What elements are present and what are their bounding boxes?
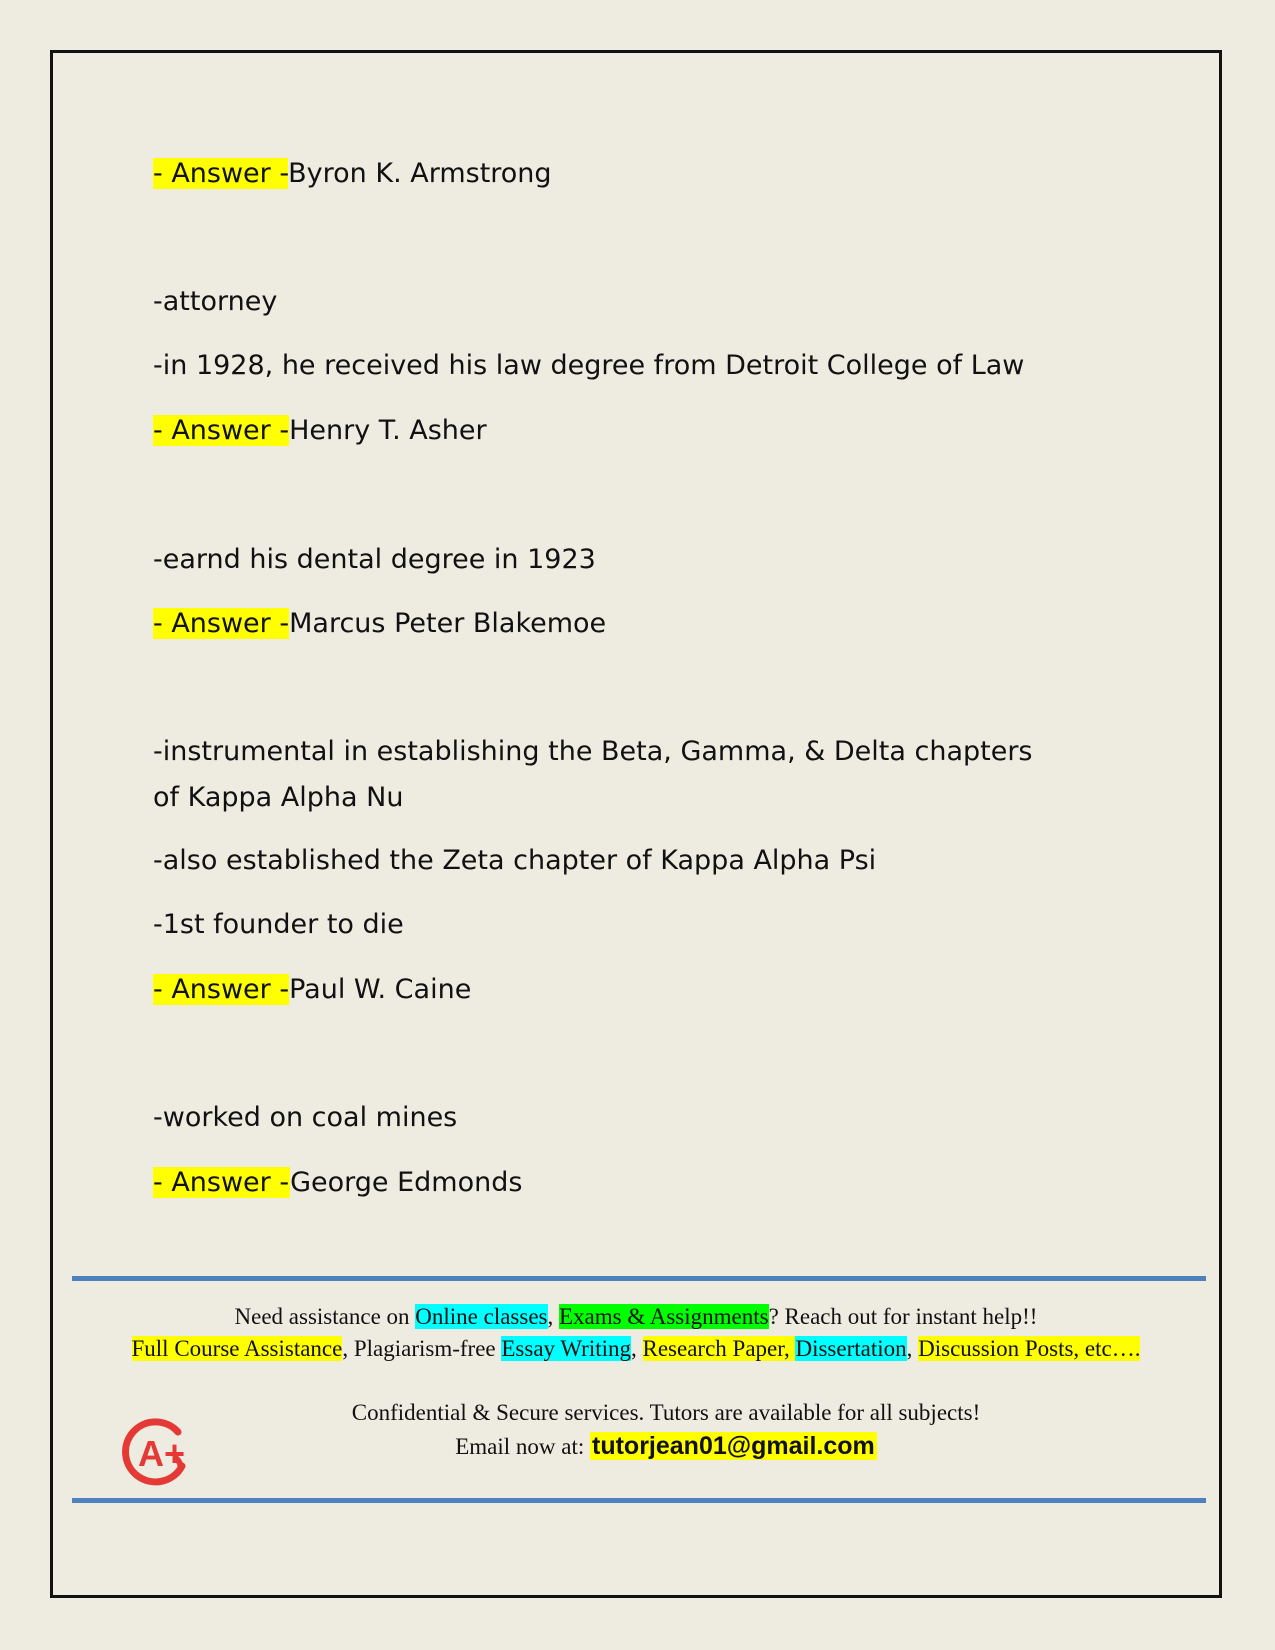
answer-line bbox=[153, 408, 487, 454]
text-line: -worked on coal mines bbox=[153, 1102, 458, 1133]
answer-line bbox=[153, 967, 471, 1013]
answer-line bbox=[153, 151, 552, 197]
footer-bottom-rule bbox=[72, 1498, 1206, 1503]
grade-a-plus-icon bbox=[116, 1414, 196, 1494]
footer-text-segment: Need assistance on bbox=[234, 1304, 416, 1329]
footer-line-2 bbox=[53, 1336, 1219, 1362]
footer-text-segment: , Plagiarism-free bbox=[342, 1336, 502, 1361]
footer-text-segment: , bbox=[547, 1304, 559, 1329]
footer-text-segment: ? Reach out for instant help!! bbox=[768, 1304, 1038, 1329]
logo-text: A+ bbox=[138, 1433, 186, 1474]
text-line: -also established the Zeta chapter of Kappa Alpha Psi bbox=[153, 845, 877, 876]
text-line: -attorney bbox=[153, 286, 278, 317]
email-link[interactable]: tutorjean01@gmail.com bbox=[592, 1432, 875, 1460]
text-line: -earnd his dental degree in 1923 bbox=[153, 544, 596, 575]
answer-name: Byron K. Armstrong bbox=[288, 158, 552, 189]
answer-prefix: - Answer - bbox=[153, 1167, 291, 1198]
page-frame bbox=[50, 50, 1222, 1598]
answer-line bbox=[153, 1160, 522, 1206]
answer-name: Henry T. Asher bbox=[289, 415, 487, 446]
footer-line-1 bbox=[53, 1304, 1219, 1330]
footer-top-rule bbox=[72, 1276, 1206, 1281]
footer-text-segment: , bbox=[631, 1336, 643, 1361]
answer-prefix: - Answer - bbox=[153, 608, 290, 639]
email-label: Email now at: bbox=[455, 1434, 590, 1459]
discussion-highlight: Discussion Posts, etc…. bbox=[918, 1336, 1141, 1361]
full-course-highlight: Full Course Assistance bbox=[131, 1336, 343, 1361]
answer-name: Marcus Peter Blakemoe bbox=[289, 608, 607, 639]
dissertation-highlight: Dissertation bbox=[795, 1336, 907, 1361]
essay-highlight: Essay Writing bbox=[501, 1336, 631, 1361]
answer-name: George Edmonds bbox=[290, 1167, 523, 1198]
footer-line-3: Confidential & Secure services. Tutors are available for all subjects! bbox=[351, 1400, 981, 1425]
answer-line bbox=[153, 601, 606, 647]
exams-highlight: Exams & Assignments bbox=[559, 1304, 769, 1329]
text-line: -instrumental in establishing the Beta, Gamma, & Delta chapters of Kappa Alpha Nu bbox=[153, 736, 1033, 813]
research-highlight: Research Paper, bbox=[642, 1336, 796, 1361]
text-line: -in 1928, he received his law degree from Detroit College of Law bbox=[153, 350, 1025, 381]
answer-prefix: - Answer - bbox=[153, 158, 289, 189]
document-body bbox=[53, 53, 1219, 1595]
answer-prefix: - Answer - bbox=[153, 974, 290, 1005]
text-line: -1st founder to die bbox=[153, 909, 404, 940]
footer-email-line bbox=[53, 1432, 1219, 1461]
answer-prefix: - Answer - bbox=[153, 415, 290, 446]
answer-name: Paul W. Caine bbox=[289, 974, 472, 1005]
online-classes-highlight: Online classes bbox=[415, 1304, 548, 1329]
footer-text-segment: , bbox=[906, 1336, 919, 1361]
